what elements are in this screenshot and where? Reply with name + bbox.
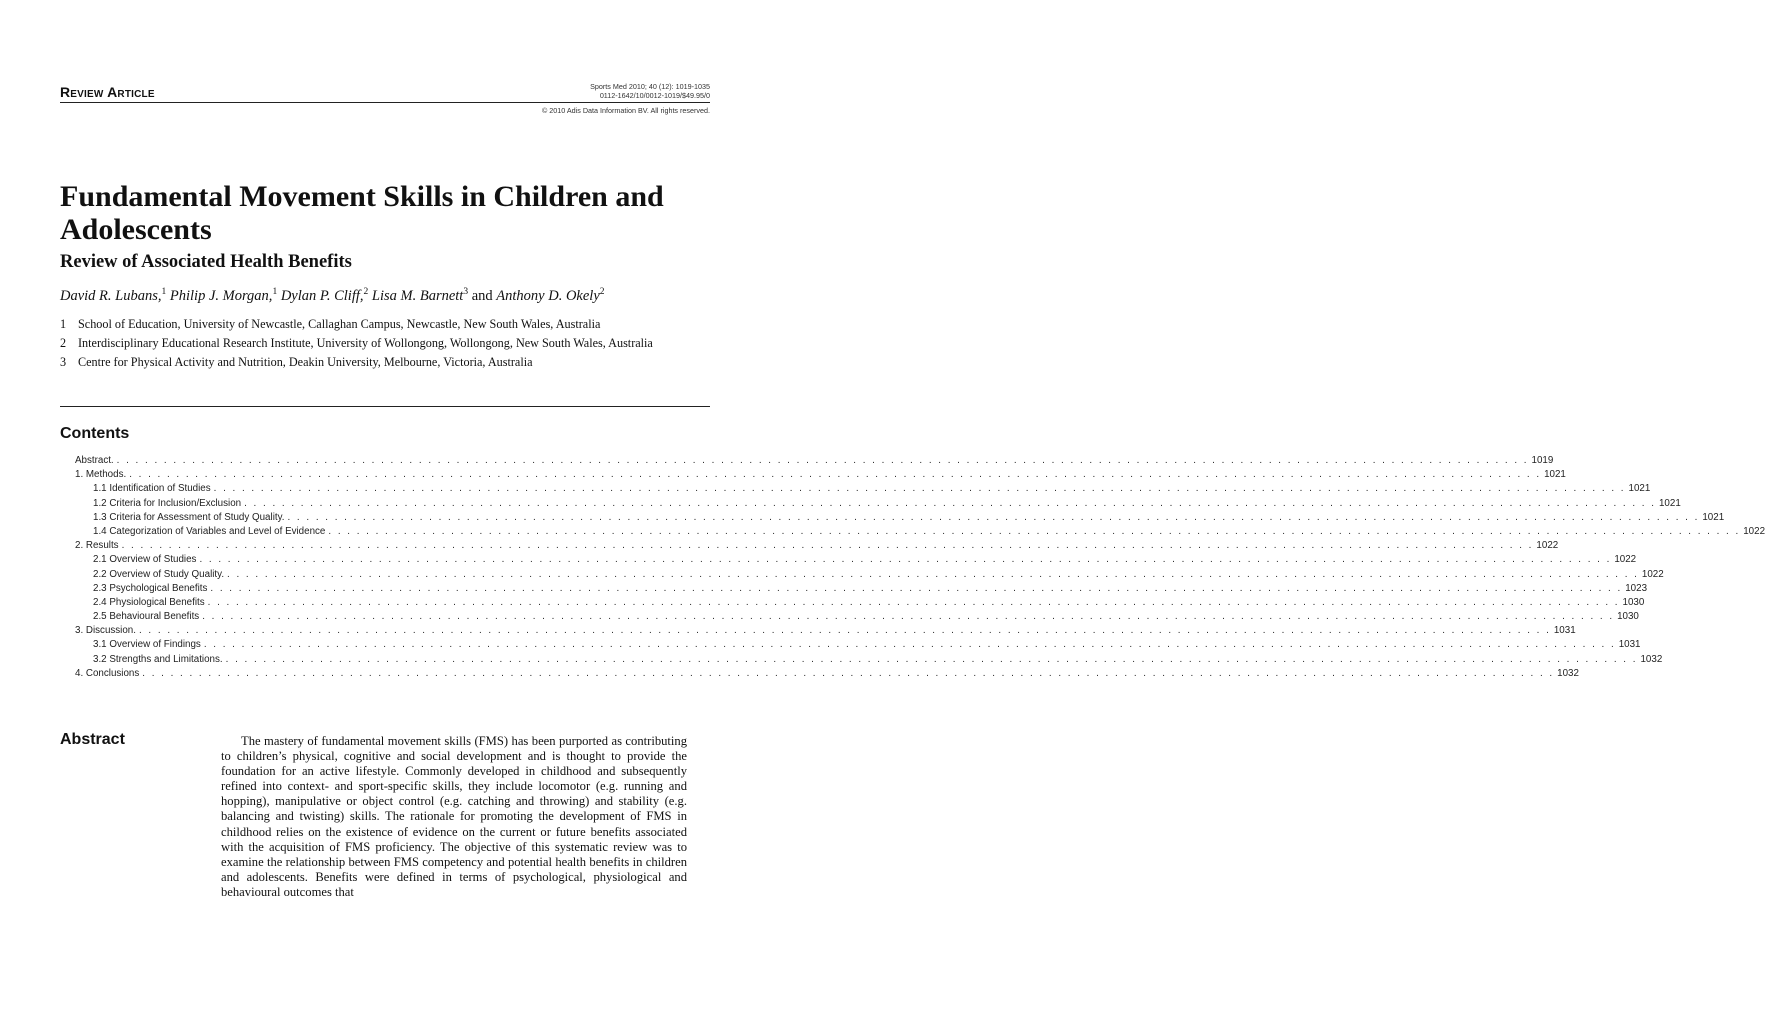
toc-entry-label: 2.5 Behavioural Benefits [93,611,200,623]
toc-entry-page: 1030 [1622,596,1645,608]
toc-entry-label: 2. Results [75,540,119,552]
toc-entry-page: 1023 [1625,582,1648,594]
toc-entry-page: 1019 [1531,455,1554,466]
toc-entry[interactable] [75,539,1559,553]
toc-entry-page: 1030 [1617,611,1639,623]
affiliation-item [60,336,710,351]
toc-entry[interactable] [75,511,1725,525]
toc-entry-label: 1. Methods. [75,469,127,481]
author-affiliation-mark: 1 [161,287,167,297]
toc-entry-page: 1022 [1641,568,1664,580]
toc-entry-label: 1.3 Criteria for Assessment of Study Quality. [93,511,285,523]
toc-entry[interactable] [75,497,1681,511]
article-title: Fundamental Movement Skills in Children and Adolescents [60,180,664,246]
toc-dot-leader: . . . . . . . . . . . . . . . . . . . . . . . . . . . . . . . . . . . . . . . . . . . . . . . . . . . . . . . . . . . . . . . . . . . . . . . . . . . . . . . . . . . . . . . . . . . . . . . . . . . . . . . . . . . . . . . . . . . . . . . . . . . . . . . . . . . . . . . . . . . . . . . . . . . . . . [207,596,1620,608]
toc-entry[interactable] [75,596,1645,610]
toc-entry[interactable] [75,482,1651,496]
toc-entry-page: 1022 [1743,525,1765,537]
toc-dot-leader: . . . . . . . . . . . . . . . . . . . . . . . . . . . . . . . . . . . . . . . . . . . . . . . . . . . . . . . . . . . . . . . . . . . . . . . . . . . . . . . . . . . . . . . . . . . . . . . . . . . . . . . . . . . . . . . . . . . . . . . . . . . . . . . . . . . . . . . . . . . . . . . . . . . . . . [244,497,1656,509]
toc-dot-leader: . . . . . . . . . . . . . . . . . . . . . . . . . . . . . . . . . . . . . . . . . . . . . . . . . . . . . . . . . . . . . . . . . . . . . . . . . . . . . . . . . . . . . . . . . . . . . . . . . . . . . . . . . . . . . . . . . . . . . . . . . . . . . . . . . . . . . . . . . . . . . . . . . . . . . . [287,511,1700,523]
toc-dot-leader: . . . . . . . . . . . . . . . . . . . . . . . . . . . . . . . . . . . . . . . . . . . . . . . . . . . . . . . . . . . . . . . . . . . . . . . . . . . . . . . . . . . . . . . . . . . . . . . . . . . . . . . . . . . . . . . . . . . . . . . . . . . . . . . . . . . . . . . . . . . . . . . . . . . . . . [202,611,1615,623]
toc-dot-leader: . . . . . . . . . . . . . . . . . . . . . . . . . . . . . . . . . . . . . . . . . . . . . . . . . . . . . . . . . . . . . . . . . . . . . . . . . . . . . . . . . . . . . . . . . . . . . . . . . . . . . . . . . . . . . . . . . . . . . . . . . . . . . . . . . . . . . . . . . . . . . . . . . . . . . . [225,653,1638,665]
affiliation-list [60,317,710,374]
header-divider [60,102,710,103]
toc-entry[interactable] [75,525,1765,539]
toc-entry-label: 1.1 Identification of Studies [93,483,211,495]
author-affiliation-mark: 2 [363,287,369,297]
affiliation-number: 2 [60,336,67,350]
author-name: Philip J. Morgan, [169,287,273,304]
toc-entry-page: 1021 [1628,483,1651,495]
toc-dot-leader: . . . . . . . . . . . . . . . . . . . . . . . . . . . . . . . . . . . . . . . . . . . . . . . . . . . . . . . . . . . . . . . . . . . . . . . . . . . . . . . . . . . . . . . . . . . . . . . . . . . . . . . . . . . . . . . . . . . . . . . . . . . . . . . . . . . . . . . . . . . . . . . . . . . . . . [116,455,1529,466]
affiliation-item [60,317,710,332]
toc-entry-page: 1021 [1544,469,1566,481]
toc-dot-leader: . . . . . . . . . . . . . . . . . . . . . . . . . . . . . . . . . . . . . . . . . . . . . . . . . . . . . . . . . . . . . . . . . . . . . . . . . . . . . . . . . . . . . . . . . . . . . . . . . . . . . . . . . . . . . . . . . . . . . . . . . . . . . . . . . . . . . . . . . . . . . . . . . . . . . . [203,639,1616,651]
affiliation-text: Interdisciplinary Educational Research Institute, University of Wollongong, Wollongong, New South Wales, Australia [78,336,653,350]
toc-entry-label: 2.2 Overview of Study Quality. [93,568,225,580]
author-name: Dylan P. Cliff, [280,287,364,304]
toc-entry-label: 2.3 Psychological Benefits [93,582,208,594]
toc-entry-page: 1031 [1553,625,1576,637]
toc-dot-leader: . . . . . . . . . . . . . . . . . . . . . . . . . . . . . . . . . . . . . . . . . . . . . . . . . . . . . . . . . . . . . . . . . . . . . . . . . . . . . . . . . . . . . . . . . . . . . . . . . . . . . . . . . . . . . . . . . . . . . . . . . . . . . . . . . . . . . . . . . . . . . . . . . . . . . . [129,469,1542,481]
toc-entry[interactable] [75,553,1637,567]
toc-entry-page: 1022 [1536,540,1559,552]
toc-entry-label: Abstract. [75,455,114,466]
affiliation-text: School of Education, University of Newcastle, Callaghan Campus, Newcastle, New South Wales, Australia [78,317,601,331]
toc-dot-leader: . . . . . . . . . . . . . . . . . . . . . . . . . . . . . . . . . . . . . . . . . . . . . . . . . . . . . . . . . . . . . . . . . . . . . . . . . . . . . . . . . . . . . . . . . . . . . . . . . . . . . . . . . . . . . . . . . . . . . . . . . . . . . . . . . . . . . . . . . . . . . . . . . . . . . . [199,554,1612,566]
abstract-heading: Abstract [60,731,125,748]
toc-entry-page: 1021 [1702,511,1725,523]
toc-entry-label: 3.1 Overview of Findings [93,639,201,651]
author-affiliation-mark: 3 [463,287,469,297]
toc-entry-page: 1032 [1557,667,1579,679]
affiliation-number: 1 [60,317,67,331]
toc-dot-leader: . . . . . . . . . . . . . . . . . . . . . . . . . . . . . . . . . . . . . . . . . . . . . . . . . . . . . . . . . . . . . . . . . . . . . . . . . . . . . . . . . . . . . . . . . . . . . . . . . . . . . . . . . . . . . . . . . . . . . . . . . . . . . . . . . . . . . . . . . . . . . . . . . . . . . . [213,483,1626,495]
toc-entry-label: 2.1 Overview of Studies [93,554,197,566]
toc-entry-label: 3. Discussion. [75,625,136,637]
affiliation-number: 3 [60,355,67,369]
journal-issn-line: 0112-1642/10/0012-1019/$49.95/0 [599,91,710,100]
toc-entry[interactable] [75,638,1641,652]
toc-entry-page: 1032 [1640,653,1663,665]
toc-dot-leader: . . . . . . . . . . . . . . . . . . . . . . . . . . . . . . . . . . . . . . . . . . . . . . . . . . . . . . . . . . . . . . . . . . . . . . . . . . . . . . . . . . . . . . . . . . . . . . . . . . . . . . . . . . . . . . . . . . . . . . . . . . . . . . . . . . . . . . . . . . . . . . . . . . . . . . [328,525,1741,537]
toc-entry[interactable] [75,582,1648,596]
section-label: Review Article [60,84,155,100]
author-list [60,287,720,305]
affiliation-text: Centre for Physical Activity and Nutrition, Deakin University, Melbourne, Victoria, Australia [78,355,533,369]
journal-citation [590,82,710,100]
toc-entry-label: 1.2 Criteria for Inclusion/Exclusion [93,497,242,509]
abstract-body: The mastery of fundamental movement skills (FMS) has been purported as contributing to children’s physical, cognitive and social development and is thought to provide the foundation for an active lifestyle. Commonly developed in childhood and subsequently refined into context- and sport-specific skills, they include locomotor (e.g. running and hopping), manipulative or object control (e.g. catching and throwing) and stability (e.g. balancing and twisting) skills. The rationale for promoting the development of FMS in childhood relies on the existence of evidence on the current or future benefits associated with the acquisition of FMS proficiency. The objective of this systematic review was to examine the relationship between FMS competency and potential health benefits in children and adolescents. Benefits were defined in terms of psychological, physiological and behavioural outcomes that [221,734,687,899]
toc-entry-label: 2.4 Physiological Benefits [93,596,205,608]
toc-dot-leader: . . . . . . . . . . . . . . . . . . . . . . . . . . . . . . . . . . . . . . . . . . . . . . . . . . . . . . . . . . . . . . . . . . . . . . . . . . . . . . . . . . . . . . . . . . . . . . . . . . . . . . . . . . . . . . . . . . . . . . . . . . . . . . . . . . . . . . . . . . . . . . . . . . . . . . [210,582,1623,594]
journal-citation-line: Sports Med 2010; 40 (12): 1019-1035 [590,82,710,91]
toc-dot-leader: . . . . . . . . . . . . . . . . . . . . . . . . . . . . . . . . . . . . . . . . . . . . . . . . . . . . . . . . . . . . . . . . . . . . . . . . . . . . . . . . . . . . . . . . . . . . . . . . . . . . . . . . . . . . . . . . . . . . . . . . . . . . . . . . . . . . . . . . . . . . . . . . . . . . . . [227,568,1639,580]
affiliation-divider [60,406,710,407]
table-of-contents [75,454,1765,681]
toc-entry[interactable] [75,624,1576,638]
toc-entry[interactable] [75,454,1554,468]
toc-entry[interactable] [75,610,1639,624]
author-affiliation-mark: 2 [599,287,605,297]
affiliation-item [60,355,710,370]
author-affiliation-mark: 1 [272,287,278,297]
author-name: Lisa M. Barnett [371,287,464,304]
toc-entry[interactable] [75,667,1579,681]
author-name: David R. Lubans, [60,287,162,304]
article-subtitle: Review of Associated Health Benefits [60,252,352,272]
contents-heading: Contents [60,425,130,442]
toc-entry[interactable] [75,653,1663,667]
toc-entry[interactable] [75,568,1664,582]
toc-dot-leader: . . . . . . . . . . . . . . . . . . . . . . . . . . . . . . . . . . . . . . . . . . . . . . . . . . . . . . . . . . . . . . . . . . . . . . . . . . . . . . . . . . . . . . . . . . . . . . . . . . . . . . . . . . . . . . . . . . . . . . . . . . . . . . . . . . . . . . . . . . . . . . . . . . . . . . [142,667,1555,679]
copyright-notice: © 2010 Adis Data Information BV. All rights reserved. [541,106,710,115]
toc-dot-leader: . . . . . . . . . . . . . . . . . . . . . . . . . . . . . . . . . . . . . . . . . . . . . . . . . . . . . . . . . . . . . . . . . . . . . . . . . . . . . . . . . . . . . . . . . . . . . . . . . . . . . . . . . . . . . . . . . . . . . . . . . . . . . . . . . . . . . . . . . . . . . . . . . . . . . . [138,625,1551,637]
toc-entry-page: 1022 [1614,554,1637,566]
toc-entry-label: 1.4 Categorization of Variables and Level of Evidence [93,525,326,537]
toc-entry-page: 1021 [1658,497,1681,509]
author-conjunction: and [471,287,493,304]
toc-entry-label: 3.2 Strengths and Limitations. [93,653,223,665]
toc-entry-label: 4. Conclusions [75,667,140,679]
toc-dot-leader: . . . . . . . . . . . . . . . . . . . . . . . . . . . . . . . . . . . . . . . . . . . . . . . . . . . . . . . . . . . . . . . . . . . . . . . . . . . . . . . . . . . . . . . . . . . . . . . . . . . . . . . . . . . . . . . . . . . . . . . . . . . . . . . . . . . . . . . . . . . . . . . . . . . . . . [121,540,1534,552]
author-name: Anthony D. Okely [496,287,600,304]
toc-entry[interactable] [75,468,1566,482]
toc-entry-page: 1031 [1618,639,1641,651]
